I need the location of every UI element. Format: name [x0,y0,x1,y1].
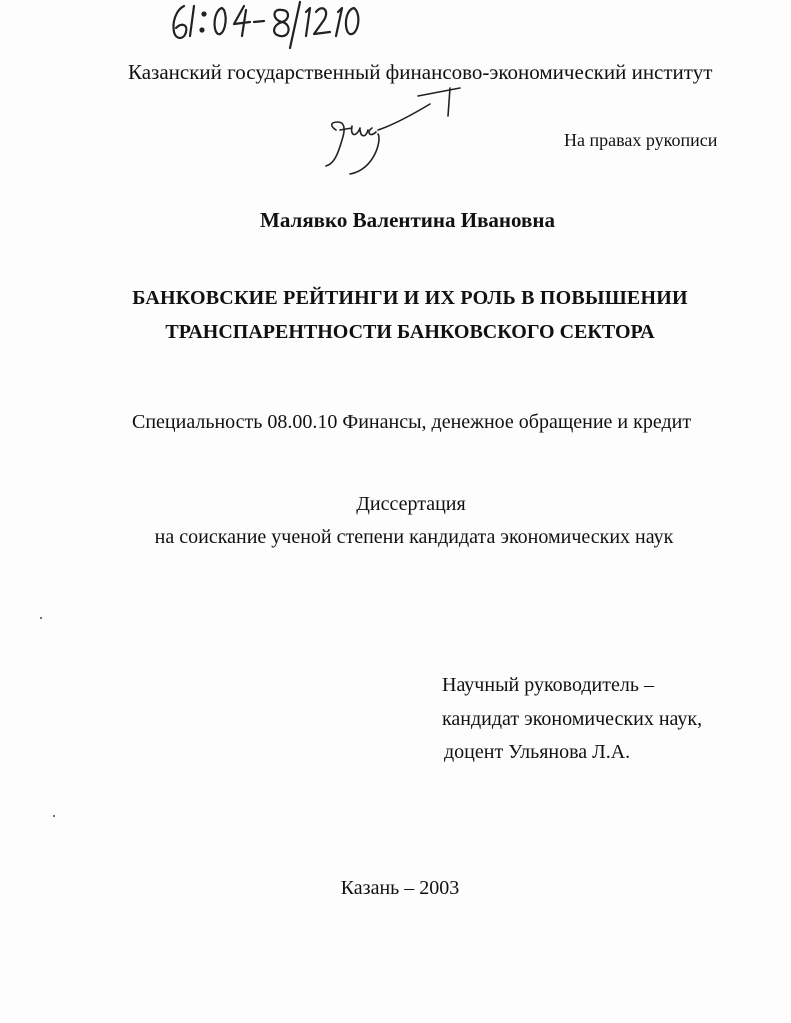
specialty: Специальность 08.00.10 Финансы, денежное обращение и кредит [132,411,692,433]
supervisor-degree: кандидат экономических наук, [442,708,703,730]
supervisor-name: доцент Ульянова Л.А. [444,741,631,763]
place-and-year: Казань – 2003 [340,877,460,899]
thesis-title-line-1: БАНКОВСКИЕ РЕЙТИНГИ И ИХ РОЛЬ В ПОВЫШЕНИИ [132,287,688,309]
signature [300,82,480,177]
degree-sought: на соискание ученой степени кандидата экономических наук [154,526,674,548]
archive-handwritten-mark [150,0,390,52]
scan-speck [53,815,55,817]
institute-name: Казанский государственный финансово-экономический институт [128,60,713,84]
manuscript-rights-note: На правах рукописи [564,130,718,150]
author-name: Малявко Валентина Ивановна [260,208,555,232]
supervisor-label: Научный руководитель – [442,674,654,696]
scan-speck [40,617,42,619]
document-type: Диссертация [356,493,466,515]
thesis-title-line-2: ТРАНСПАРЕНТНОСТИ БАНКОВСКОГО СЕКТОРА [165,321,655,343]
